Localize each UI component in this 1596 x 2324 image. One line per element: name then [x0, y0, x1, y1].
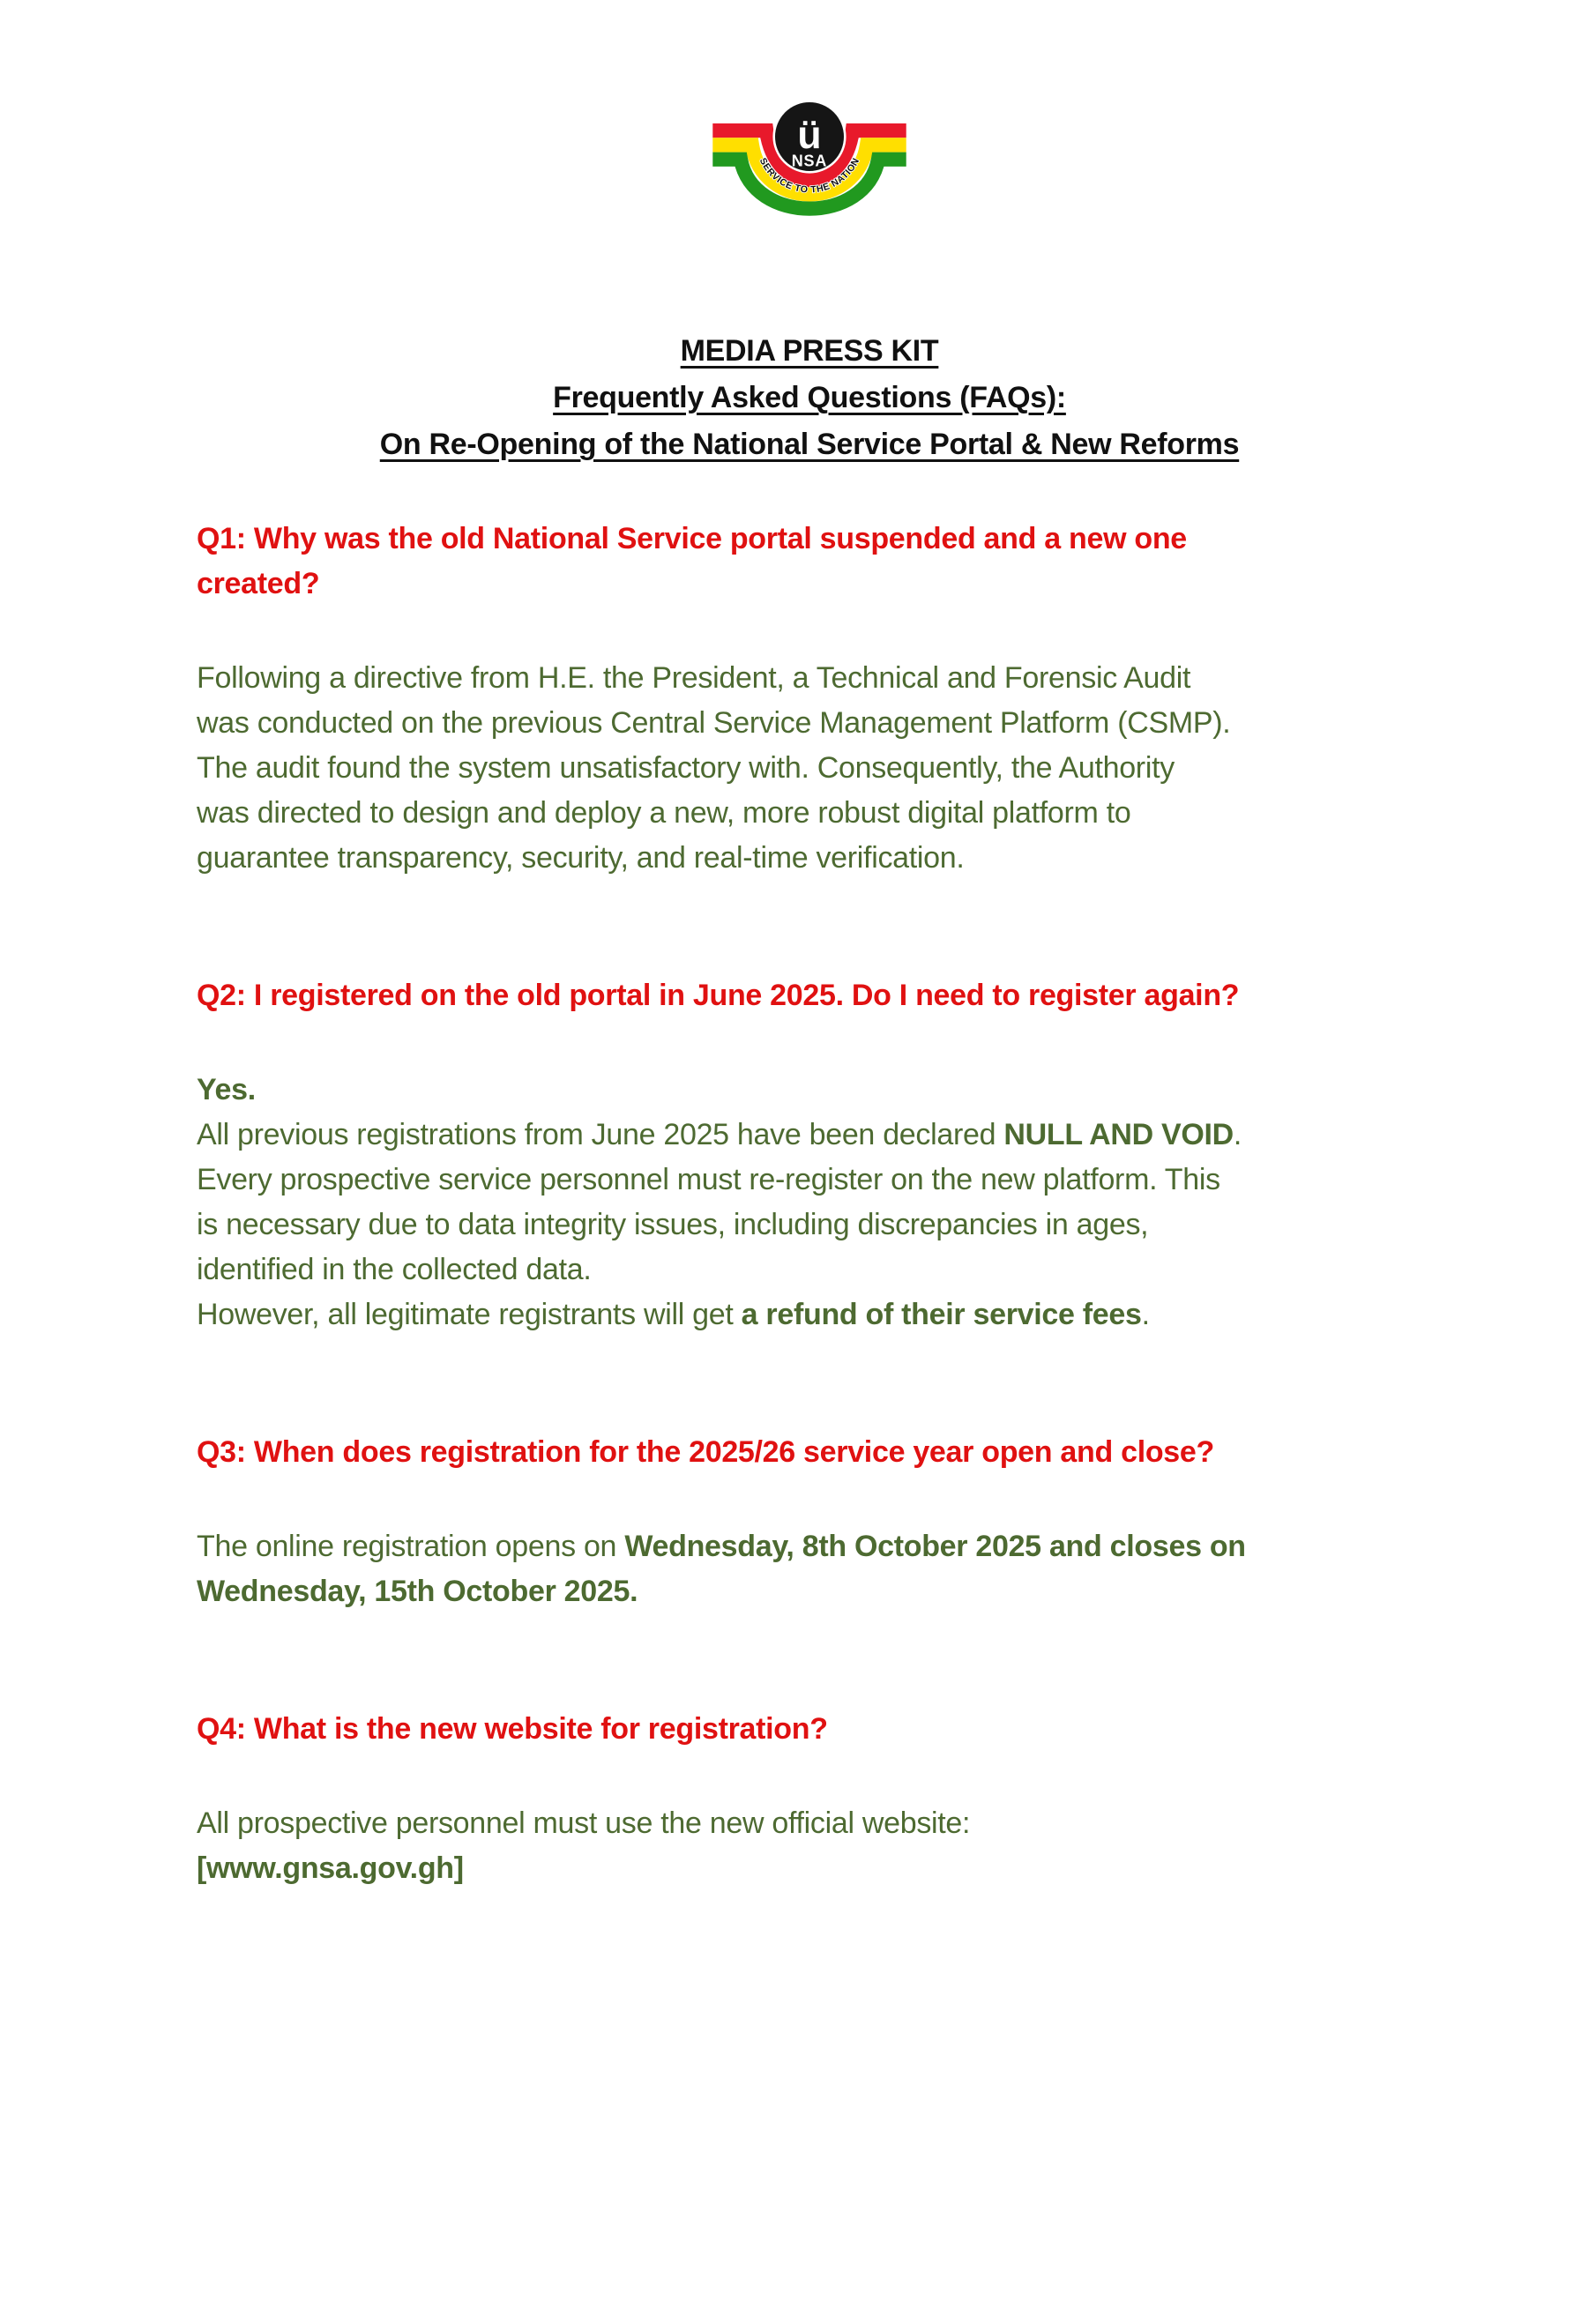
text-segment: guarantee transparency, security, and real-time verification.: [197, 841, 965, 875]
bold-text-segment: a refund of their service fees: [741, 1298, 1142, 1331]
text-line: [197, 746, 1422, 791]
question-q1: [197, 517, 1422, 607]
text-line: [197, 562, 1422, 607]
answer-q2: [197, 1068, 1422, 1337]
text-segment: .: [1233, 1118, 1242, 1151]
text-segment: The online registration opens on: [197, 1530, 625, 1563]
text-line: [197, 1292, 1422, 1337]
question-q3: [197, 1430, 1422, 1475]
text-line: [197, 1569, 1422, 1614]
text-line: [197, 656, 1422, 701]
text-segment: Q3: When does registration for the 2025/26 service year open and close?: [197, 1435, 1214, 1469]
text-line: [197, 836, 1422, 881]
text-line: [197, 1248, 1422, 1292]
bold-text-segment: Wednesday, 8th October 2025 and closes on: [624, 1530, 1246, 1563]
question-q4: [197, 1707, 1422, 1752]
faq-section-q1: [197, 517, 1422, 881]
faq-section-q4: [197, 1707, 1422, 1891]
bold-text-segment: Wednesday, 15th October 2025.: [197, 1575, 638, 1608]
text-line: [197, 1068, 1422, 1113]
text-line: [197, 701, 1422, 746]
text-line: [197, 791, 1422, 836]
text-line: [197, 973, 1422, 1018]
text-segment: All prospective personnel must use the new official website:: [197, 1806, 971, 1840]
nsa-logo-symbol: ü: [797, 113, 822, 157]
document-page: [0, 67, 1596, 2324]
title-line-3: On Re-Opening of the National Service Portal & New Reforms: [379, 428, 1240, 461]
text-line: [197, 1846, 1422, 1891]
answer-q1: [197, 656, 1422, 881]
title-line-1: MEDIA PRESS KIT: [680, 334, 939, 368]
faq-section-q2: [197, 973, 1422, 1337]
text-segment: However, all legitimate registrants will get: [197, 1298, 742, 1331]
text-segment: was conducted on the previous Central Service Management Platform (CSMP).: [197, 706, 1231, 740]
text-line: [197, 517, 1422, 562]
text-segment: Q4: What is the new website for registration?: [197, 1712, 828, 1746]
text-line: [197, 1707, 1422, 1752]
text-line: [197, 1158, 1422, 1203]
text-segment: .: [1141, 1298, 1150, 1331]
text-segment: Following a directive from H.E. the President, a Technical and Forensic Audit: [197, 661, 1191, 695]
question-q2: [197, 973, 1422, 1018]
nsa-logo-acronym: NSA: [791, 152, 828, 170]
bold-text-segment: Yes.: [197, 1073, 256, 1106]
text-segment: is necessary due to data integrity issues, including discrepancies in ages,: [197, 1208, 1149, 1241]
bold-text-segment: NULL AND VOID: [1003, 1118, 1234, 1151]
answer-q4: [197, 1801, 1422, 1891]
text-line: [197, 1203, 1422, 1248]
title-line-2: Frequently Asked Questions (FAQs):: [553, 381, 1066, 414]
text-segment: All previous registrations from June 2025 have been declared: [197, 1118, 1004, 1151]
text-segment: identified in the collected data.: [197, 1253, 592, 1286]
document-title: [197, 328, 1422, 468]
bold-text-segment: [www.gnsa.gov.gh]: [197, 1851, 464, 1885]
text-segment: Q2: I registered on the old portal in June 2025. Do I need to register again?: [197, 979, 1240, 1012]
text-line: [197, 1430, 1422, 1475]
answer-q3: [197, 1524, 1422, 1614]
faq-section-q3: [197, 1430, 1422, 1614]
nsa-logo: [197, 67, 1422, 243]
text-segment: created?: [197, 567, 320, 600]
text-line: [197, 1801, 1422, 1846]
text-segment: was directed to design and deploy a new, more robust digital platform to: [197, 796, 1131, 830]
text-segment: Every prospective service personnel must re-register on the new platform. This: [197, 1163, 1220, 1196]
logo-motto: SERVICE TO THE NATION: [757, 156, 862, 196]
text-line: [197, 1113, 1422, 1158]
nsa-logo-graphic: [704, 67, 915, 243]
text-segment: Q1: Why was the old National Service portal suspended and a new one: [197, 522, 1187, 555]
text-segment: The audit found the system unsatisfactory with. Consequently, the Authority: [197, 751, 1175, 785]
text-line: [197, 1524, 1422, 1569]
